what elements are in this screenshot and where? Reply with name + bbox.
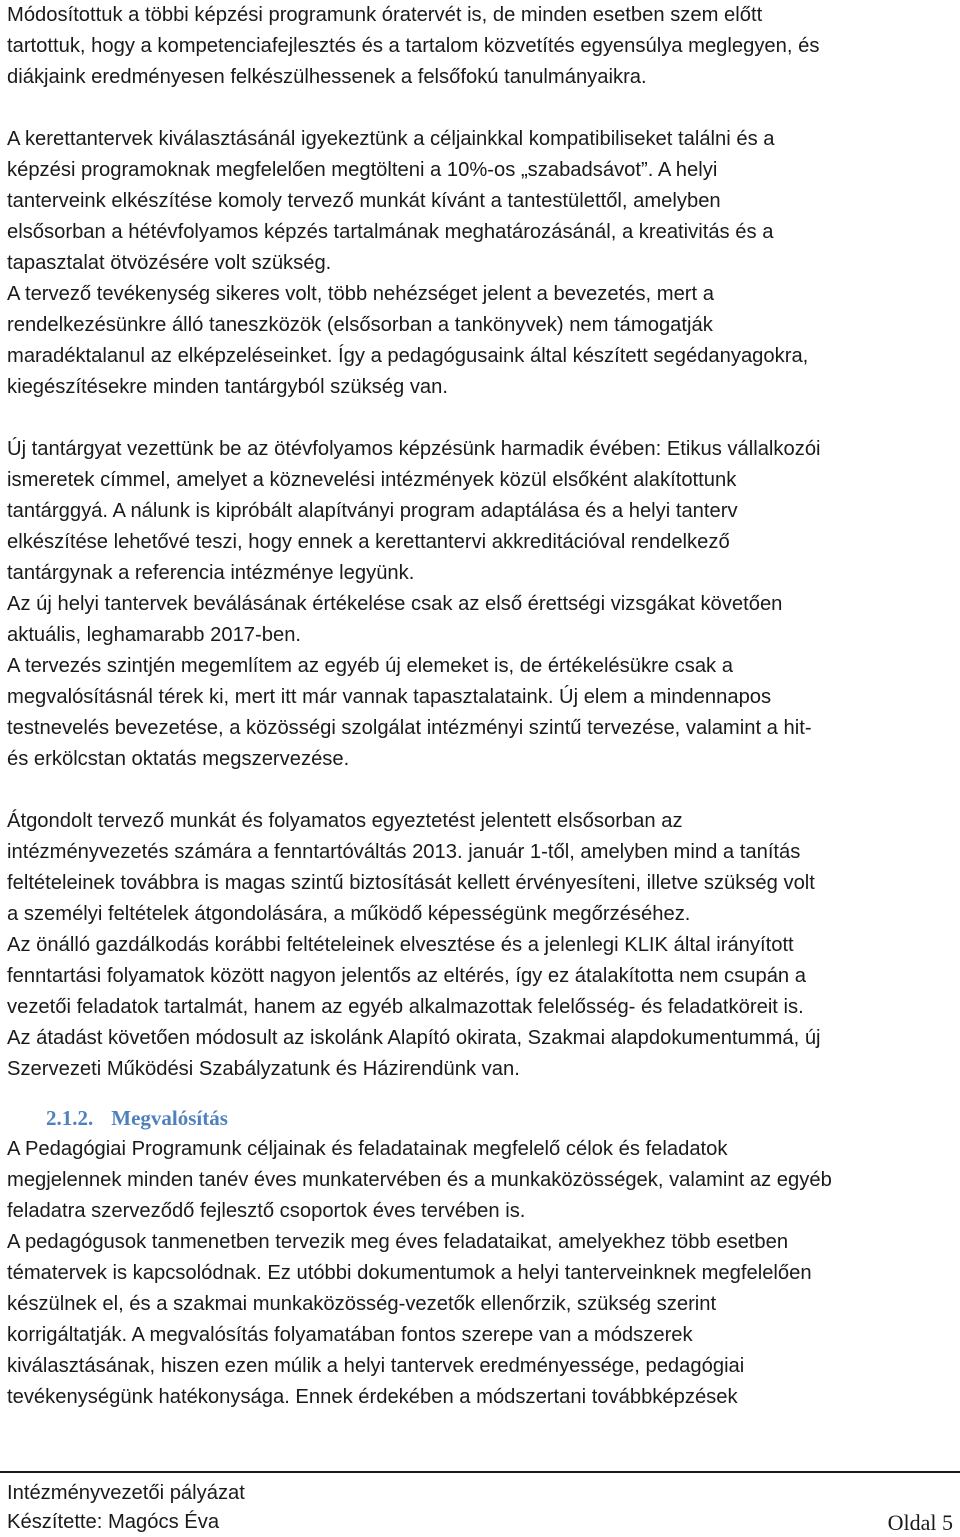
text-line: készülnek el, és a szakmai munkaközösség-vezetők ellenőrzik, szükség szerint <box>7 1293 717 1315</box>
text-line: testnevelés bevezetése, a közösségi szolgálat intézményi szintű tervezése, valamint a hit- <box>7 717 812 739</box>
text-line: vezetői feladatok tartalmát, hanem az egyéb alkalmazottak felelősség- és feladatköreit is. <box>7 996 804 1018</box>
section-heading <box>46 1103 953 1134</box>
paragraph-maintainer-change <box>7 806 953 1085</box>
text-line: Az átadást követően módosult az iskolánk Alapító okirata, Szakmai alapdokumentummá, új <box>7 1027 821 1049</box>
text-line: Új tantárgyat vezettünk be az ötévfolyamos képzésünk harmadik évében: Etikus vállalkozói <box>7 438 821 460</box>
text-line: képzési programoknak megfelelően megtölteni a 10%-os „szabadsávot”. A helyi <box>7 159 718 181</box>
footer-author: Készítette: Magócs Éva <box>7 1511 220 1533</box>
text-line: Átgondolt tervező munkát és folyamatos egyeztetést jelentett elsősorban az <box>7 810 683 832</box>
text-line: aktuális, leghamarabb 2017-ben. <box>7 624 302 646</box>
text-line: A kerettantervek kiválasztásánál igyekeztünk a céljainkkal kompatibiliseket találni és a <box>7 128 775 150</box>
text-line: Az önálló gazdálkodás korábbi feltételeinek elvesztése és a jelenlegi KLIK által irányított <box>7 934 794 956</box>
text-line: kiválasztásának, hiszen ezen múlik a helyi tantervek eredményessége, pedagógiai <box>7 1355 745 1377</box>
text-line: korrigáltatják. A megvalósítás folyamatában fontos szerepe van a módszerek <box>7 1324 693 1346</box>
text-line: tartottuk, hogy a kompetenciafejlesztés és a tartalom közvetítés egyensúlya meglegyen, és <box>7 35 820 57</box>
text-line: rendelkezésünkre álló taneszközök (elsősorban a tankönyvek) nem támogatják <box>7 314 713 336</box>
page-number: Oldal 5 <box>887 1510 953 1535</box>
paragraph-implementation <box>7 1134 953 1413</box>
text-line: a személyi feltételek átgondolására, a működő képességünk megőrzéséhez. <box>7 903 691 925</box>
paragraph-new-subject <box>7 434 953 775</box>
text-line: feltételeinek továbbra is magas szintű biztosítását kellett érvényesíteni, illetve szükség volt <box>7 872 815 894</box>
text-line: és erkölcstan oktatás megszervezése. <box>7 748 350 770</box>
document-body <box>7 0 953 1413</box>
text-line: A tervezés szintjén megemlítem az egyéb új elemeket is, de értékelésükre csak a <box>7 655 733 677</box>
text-line: fenntartási folyamatok között nagyon jelentős az eltérés, így ez átalakította nem csupán a <box>7 965 806 987</box>
text-line: tantárgynak a referencia intézménye legyünk. <box>7 562 415 584</box>
text-line: megvalósításnál térek ki, mert itt már vannak tapasztalataink. Új elem a mindennapos <box>7 686 772 708</box>
text-line: feladatra szerveződő fejlesztő csoportok éves tervében is. <box>7 1200 526 1222</box>
text-line: Módosítottuk a többi képzési programunk óratervét is, de minden esetben szem előtt <box>7 4 763 26</box>
text-line: tématervek is kapcsolódnak. Ez utóbbi dokumentumok a helyi tanterveinknek megfelelően <box>7 1262 812 1284</box>
text-line: maradéktalanul az elképzeléseinket. Így a pedagógusaink által készített segédanyagokra, <box>7 345 809 367</box>
text-line: diákjaink eredményesen felkészülhessenek a felsőfokú tanulmányaikra. <box>7 66 647 88</box>
text-line: A pedagógusok tanmenetben tervezik meg éves feladataikat, amelyekhez több esetben <box>7 1231 789 1253</box>
text-line: kiegészítésekre minden tantárgyból szükség van. <box>7 376 449 398</box>
section-number: 2.1.2. <box>46 1106 94 1130</box>
page-footer <box>7 1479 953 1537</box>
text-line: tevékenységünk hatékonysága. Ennek érdekében a módszertani továbbképzések <box>7 1386 738 1408</box>
text-line: tantárggyá. A nálunk is kipróbált alapítványi program adaptálása és a helyi tanterv <box>7 500 738 522</box>
text-line: ismeretek címmel, amelyet a köznevelési intézmények közül elsőként alakítottunk <box>7 469 737 491</box>
paragraph-curriculum-changes <box>7 0 953 93</box>
paragraph-framework-curricula <box>7 124 953 403</box>
text-line: intézményvezetés számára a fenntartóváltás 2013. január 1-től, amelyben mind a tanítás <box>7 841 801 863</box>
text-line: Az új helyi tantervek beválásának értékelése csak az első érettségi vizsgákat követően <box>7 593 783 615</box>
text-line: Szervezeti Működési Szabályzatunk és Házirendünk van. <box>7 1058 520 1080</box>
text-line: tapasztalat ötvözésére volt szükség. <box>7 252 332 274</box>
section-title: Megvalósítás <box>111 1106 228 1130</box>
text-line: A tervező tevékenység sikeres volt, több nehézséget jelent a bevezetés, mert a <box>7 283 714 305</box>
text-line: A Pedagógiai Programunk céljainak és feladatainak megfelelő célok és feladatok <box>7 1138 728 1160</box>
text-line: elsősorban a hétévfolyamos képzés tartalmának meghatározásánál, a kreativitás és a <box>7 221 774 243</box>
text-line: tanterveink elkészítése komoly tervező munkát kívánt a tantestülettől, amelyben <box>7 190 721 212</box>
footer-title: Intézményvezetői pályázat <box>7 1482 245 1504</box>
text-line: elkészítése lehetővé teszi, hogy ennek a kerettantervi akkreditációval rendelkező <box>7 531 730 553</box>
text-line: megjelennek minden tanév éves munkatervében és a munkaközösségek, valamint az egyéb <box>7 1169 832 1191</box>
footer-divider <box>0 1471 960 1473</box>
